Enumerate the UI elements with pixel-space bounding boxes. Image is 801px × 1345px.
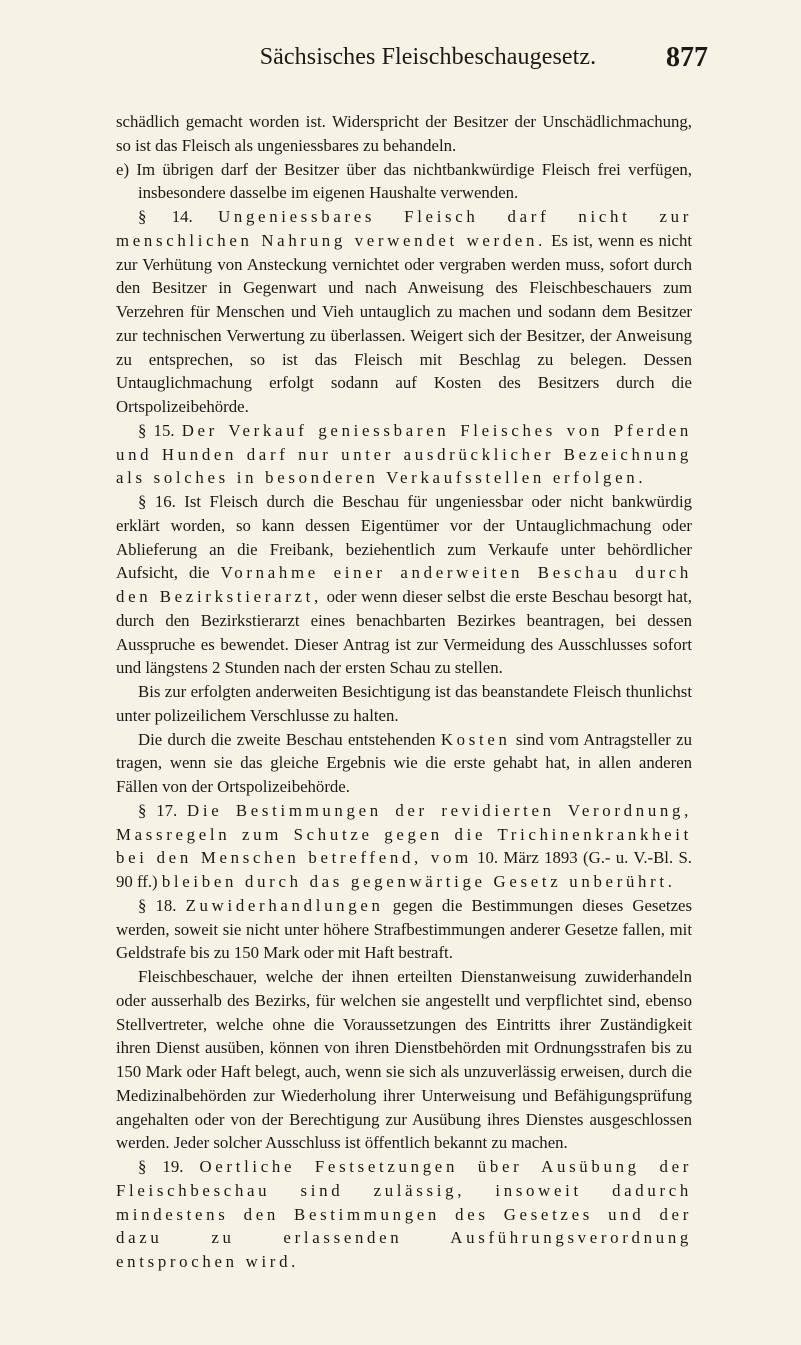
text-run: e) Im übrigen darf der Besitzer über das nichtbankwürdige Fleisch frei verfügen, insbesondere dasselbe im eigenen Haushalte verwenden. [116, 159, 692, 203]
body-text [116, 110, 692, 1274]
paragraph [116, 490, 692, 680]
paragraph [116, 965, 692, 1155]
paragraph [116, 799, 692, 894]
text-run: § 14. [138, 207, 219, 226]
text-run: § 17. [138, 800, 188, 820]
spaced-emphasis: Der Verkauf geniessbaren Fleisches von Pferden und Hunden darf nur unter ausdrücklicher Bezeichnung als solches in besonderen Verkaufsstellen erfolgen. [116, 420, 692, 488]
paragraph [116, 894, 692, 965]
text-run: § 19. [138, 1157, 200, 1176]
text-run: sind vom Antragsteller zu tragen, wenn sie das gleiche Ergebnis wie die erste gehabt hat, in allen anderen Fällen von der Ortspolizeibehörde. [116, 729, 692, 796]
spaced-emphasis: bleiben durch das gegenwärtige Gesetz unberührt. [161, 872, 676, 891]
spaced-emphasis: Vornahme einer anderweiten Beschau durch den Bezirkstierarzt, [116, 563, 692, 606]
spaced-emphasis: Die Bestimmungen der revidierten Verordnung, Massregeln zum Schutze gegen die Trichinenkrankheit bei den Menschen betreffend, vom [116, 800, 692, 868]
text-run: § 18. [138, 895, 186, 915]
text-run: Es ist, wenn es nicht zur Verhütung von Ansteckung vernichtet oder vergraben werden muss, sofort durch den Besitzer in Gegenwart und nach Anweisung des Fleischbeschauers zum Verzehren für Menschen und Vieh untauglich zu machen und sodann dem Besitzer zur technischen Verwertung zu überlassen. Weigert sich der Besitzer, der Anweisung zu entsprechen, so ist das Fleisch mit Beschlag zu belegen. Dessen Untauglichmachung erfolgt sodann auf Kosten des Besitzers durch die Ortspolizeibehörde. [116, 230, 692, 416]
paragraph [116, 728, 692, 799]
text-run: § 16. Ist Fleisch durch die Beschau für ungeniessbar oder nicht bankwürdig erklärt worden, so kann dessen Eigentümer vor der Untauglichmachung oder Ablieferung an die Freibank, beziehentlich zum Verkaufe unter behördlicher Aufsicht, die [116, 492, 692, 583]
text-run: § 15. [138, 420, 182, 440]
text-run: Fleischbeschauer, welche der ihnen erteilten Dienstanweisung zuwiderhandeln oder ausserhalb des Bezirks, für welchen sie angestellt und verpflichtet sind, ebenso Stellvertreter, welche ohne die Voraussetzungen des Eintritts ihrer Zuständigkeit ihren Dienst ausüben, können von ihren Dienstbehörden mit Ordnungsstrafen bis zu 150 Mark oder Haft belegt, auch, wenn sie sich als unzuverlässig erweisen, durch die Medizinalbehörden zur Wiederholung ihrer Unterweisung und Befähigungsprüfung angehalten oder von der Berechtigung zur Ausübung ihres Dienstes ausgeschlossen werden. Jeder solcher Ausschluss ist öffentlich bekannt zu machen. [116, 967, 692, 1153]
paragraph [116, 1155, 692, 1274]
spaced-emphasis: Oertliche Festsetzungen über Ausübung der Fleischbeschau sind zulässig, insoweit dadurch mindestens den Bestimmungen des Gesetzes und der dazu zu erlassenden Ausführungsverordnung entsprochen wird. [116, 1157, 692, 1271]
text-run: 10. März 1893 (G.- u. V.-Bl. S. 90 ff.) [116, 848, 692, 891]
text-run: Die durch die zweite Beschau entstehenden [138, 729, 441, 749]
paragraph [116, 205, 692, 419]
running-title: Sächsisches Fleischbeschaugesetz. [259, 44, 597, 70]
spaced-emphasis: Kosten [440, 729, 511, 749]
running-head [148, 44, 708, 84]
text-run: oder wenn dieser selbst die erste Beschau besorgt hat, durch den Bezirkstierarzt eines benachbarten Bezirkes beantragen, bei dessen Ausspruche es bewendet. Dieser Antrag ist zur Vermeidung des Ausschlusses sofort und längstens 2 Stunden nach der ersten Schau zu stellen. [116, 587, 692, 678]
text-run: gegen die Bestimmungen dieses Gesetzes werden, soweit sie nicht unter höhere Strafbestimmungen anderer Gesetze fallen, mit Geldstrafe bis zu 150 Mark oder mit Haft bestraft. [116, 895, 692, 963]
page-number: 877 [666, 42, 708, 73]
text-run: Bis zur erfolgten anderweiten Besichtigung ist das beanstandete Fleisch thunlichst unter polizeilichem Verschlusse zu halten. [116, 682, 692, 725]
paragraph [116, 680, 692, 728]
paragraph [116, 158, 692, 206]
text-run: schädlich gemacht worden ist. Widerspricht der Besitzer der Unschädlichmachung, so ist das Fleisch als ungeniessbares zu behandeln. [116, 112, 692, 155]
spaced-emphasis: Ungeniessbares Fleisch darf nicht zur menschlichen Nahrung verwendet werden. [116, 207, 692, 250]
paragraph [116, 110, 692, 158]
paragraph [116, 419, 692, 490]
spaced-emphasis: Zuwiderhandlungen [185, 895, 384, 915]
